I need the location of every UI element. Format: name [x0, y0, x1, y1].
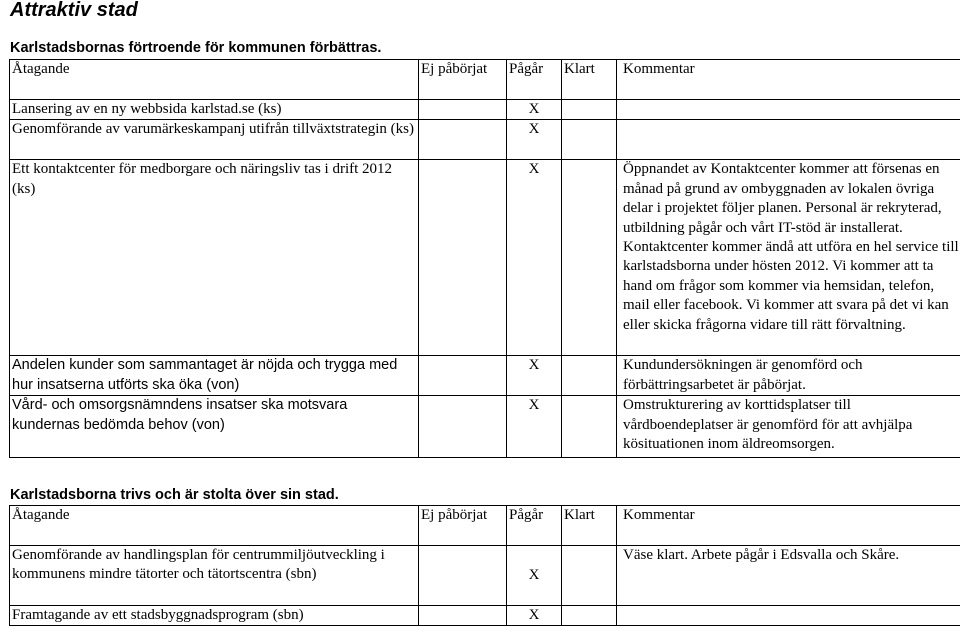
cell-ej-paborjat [419, 100, 507, 120]
column-header-klart: Klart [562, 60, 617, 100]
table-row [10, 606, 960, 626]
column-header-pagar: Pågår [507, 60, 562, 100]
cell-kommentar [617, 606, 960, 626]
cell-pagar: X [507, 356, 562, 396]
cell-atagande: Vård- och omsorgsnämndens insatser ska motsvara kundernas bedömda behov (von) [10, 396, 419, 458]
cell-klart [562, 606, 617, 626]
section-title-trivs: Karlstadsborna trivs och är stolta över sin stad. [10, 486, 339, 504]
cell-atagande: Ett kontaktcenter för medborgare och näringsliv tas i drift 2012 (ks) [10, 160, 419, 356]
cell-ej-paborjat [419, 546, 507, 606]
cell-ej-paborjat [419, 396, 507, 458]
cell-atagande: Genomförande av handlingsplan för centrummiljöutveckling i kommunens mindre tätorter och tätortscentra (sbn) [10, 546, 419, 606]
table-row [10, 120, 960, 160]
cell-kommentar: Kundundersökningen är genomförd och förbättringsarbetet är påbörjat. [617, 356, 960, 396]
table-row [10, 100, 960, 120]
cell-klart [562, 120, 617, 160]
page-title: Attraktiv stad [10, 0, 138, 22]
cell-pagar: X [507, 100, 562, 120]
cell-klart [562, 160, 617, 356]
table-row [10, 396, 960, 458]
table-row [10, 160, 960, 356]
cell-klart [562, 356, 617, 396]
cell-klart [562, 396, 617, 458]
column-header-atagande: Åtagande [10, 506, 419, 546]
commitments-table-fortroende [9, 59, 960, 458]
cell-pagar: X [507, 546, 562, 606]
column-header-atagande: Åtagande [10, 60, 419, 100]
cell-kommentar [617, 100, 960, 120]
cell-pagar: X [507, 396, 562, 458]
cell-ej-paborjat [419, 606, 507, 626]
table-row [10, 546, 960, 606]
table-row [10, 356, 960, 396]
cell-atagande: Lansering av en ny webbsida karlstad.se (ks) [10, 100, 419, 120]
table-header-row [10, 60, 960, 100]
cell-atagande: Genomförande av varumärkeskampanj utifrån tillväxtstrategin (ks) [10, 120, 419, 160]
column-header-kommentar: Kommentar [617, 60, 960, 100]
cell-kommentar: Väse klart. Arbete pågår i Edsvalla och Skåre. [617, 546, 960, 606]
column-header-ej-paborjat: Ej påbörjat [419, 506, 507, 546]
cell-ej-paborjat [419, 120, 507, 160]
cell-klart [562, 546, 617, 606]
column-header-klart: Klart [562, 506, 617, 546]
cell-atagande: Andelen kunder som sammantaget är nöjda och trygga med hur insatserna utförts ska öka (von) [10, 356, 419, 396]
cell-kommentar: Öppnandet av Kontaktcenter kommer att försenas en månad på grund av ombyggnaden av lokalen övriga delar i projektet följer planen. Personal är rekryterad, utbildning pågår och vårt IT-stöd är installerat. Kontaktcenter kommer ändå att utföra en hel service till karlstadsborna under hösten 2012. Vi kommer att ta hand om frågor som kommer via hemsidan, telefon, mail eller facebook. Vi kommer att svara på det vi kan eller skicka frågorna vidare till rätt förvaltning. [617, 160, 960, 356]
cell-ej-paborjat [419, 356, 507, 396]
table-header-row [10, 506, 960, 546]
cell-pagar: X [507, 606, 562, 626]
cell-ej-paborjat [419, 160, 507, 356]
cell-kommentar: Omstrukturering av korttidsplatser till vårdboendeplatser är genomförd för att avhjälpa kösituationen inom äldreomsorgen. [617, 396, 960, 458]
cell-atagande: Framtagande av ett stadsbyggnadsprogram (sbn) [10, 606, 419, 626]
commitments-table-trivs [9, 505, 960, 626]
column-header-ej-paborjat: Ej påbörjat [419, 60, 507, 100]
column-header-kommentar: Kommentar [617, 506, 960, 546]
cell-pagar: X [507, 160, 562, 356]
section-title-fortroende: Karlstadsbornas förtroende för kommunen förbättras. [10, 39, 381, 57]
column-header-pagar: Pågår [507, 506, 562, 546]
cell-klart [562, 100, 617, 120]
cell-pagar: X [507, 120, 562, 160]
cell-kommentar [617, 120, 960, 160]
